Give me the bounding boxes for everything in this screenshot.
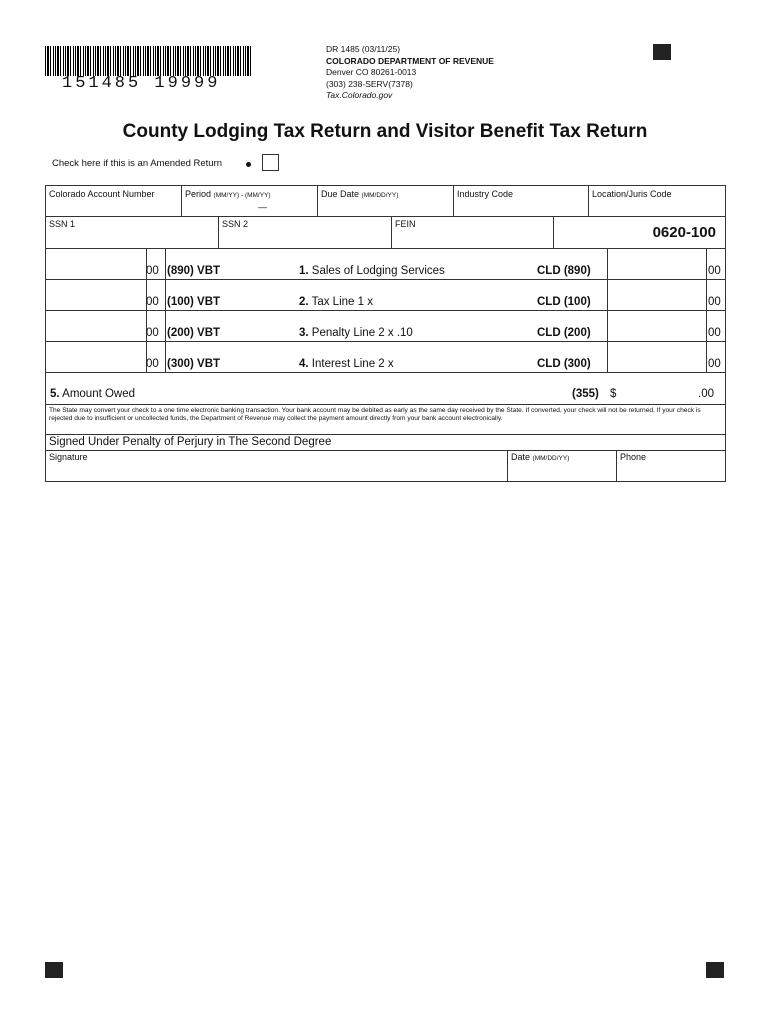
department-website: Tax.Colorado.gov [326,90,393,100]
cld-cents: 00 [708,265,721,277]
period-dash: — [258,202,267,212]
vbt-cents: 00 [146,358,159,370]
cld-cents: 00 [708,358,721,370]
department-address: Denver CO 80261-0013 [326,67,417,77]
cld-code: CLD (200) [537,327,591,339]
dollar-sign: $ [610,388,617,400]
electronic-check-notice: The State may convert your check to a one time electronic banking transaction. Your bank account may be debited as early as the same day received by the State. If converted, your check will not be returned. If your check is rejected due to insufficient or uncollected funds, the Department of Revenue may collect the payment amount directly from your bank account electronically. [49,407,701,422]
vbt-cents: 00 [146,296,159,308]
industry-code-field[interactable]: Industry Code [457,189,514,199]
line-label: Penalty Line 2 x .10 [311,327,413,339]
fein-field[interactable]: FEIN [395,219,416,229]
registration-mark [45,962,63,978]
signature-heading: Signed Under Penalty of Perjury in The Second Degree [49,436,332,448]
department-phone: (303) 238-SERV(7378) [326,78,413,89]
vbt-code: (100) VBT [167,296,221,308]
department-name: COLORADO DEPARTMENT OF REVENUE [326,55,494,66]
amended-return-label: Check here if this is an Amended Return [52,158,223,169]
line-number: 4. [299,358,309,370]
barcode [45,46,251,76]
line-label: Interest Line 2 x [311,358,394,370]
cld-code: CLD (890) [537,265,591,277]
cld-code: CLD (100) [537,296,591,308]
vbt-cents: 00 [146,265,159,277]
barcode-number: 151485 19999 [62,74,221,93]
amount-owed-label: 5. Amount Owed [50,388,136,400]
form-code: 0620-100 [652,224,716,241]
cld-code: CLD (300) [537,358,591,370]
vbt-code: (200) VBT [167,327,221,339]
line-label: Tax Line 1 x [311,296,373,308]
cld-cents: 00 [708,296,721,308]
vbt-code: (890) VBT [167,265,221,277]
registration-mark [706,962,724,978]
bullet-icon [246,162,251,167]
due-date-field[interactable]: Due Date (MM/DD/YY) [321,189,399,199]
location-code-field[interactable]: Location/Juris Code [592,189,672,199]
return-form [45,185,726,482]
vbt-code: (300) VBT [167,358,221,370]
ssn1-field[interactable]: SSN 1 [49,219,76,229]
date-field[interactable]: Date (MM/DD/YY) [511,452,570,462]
form-id: DR 1485 (03/11/25) [326,44,401,54]
page-title: County Lodging Tax Return and Visitor Benefit Tax Return [122,121,648,142]
phone-field[interactable]: Phone [620,452,647,462]
signature-field[interactable]: Signature [49,452,88,462]
amount-owed-field[interactable]: .00 [698,388,714,400]
cld-cents: 00 [708,327,721,339]
amended-return-checkbox[interactable] [262,154,279,171]
form-header [326,44,494,102]
line-number: 3. [299,327,309,339]
vbt-cents: 00 [146,327,159,339]
amount-owed-code: (355) [572,388,599,400]
account-number-field[interactable]: Colorado Account Number [49,189,155,199]
period-field[interactable]: Period (MM/YY) - (MM/YY) [185,189,271,199]
ssn2-field[interactable]: SSN 2 [222,219,249,229]
line-number: 1. [299,265,309,277]
line-number: 2. [299,296,309,308]
registration-mark [653,44,671,60]
line-label: Sales of Lodging Services [311,265,445,277]
